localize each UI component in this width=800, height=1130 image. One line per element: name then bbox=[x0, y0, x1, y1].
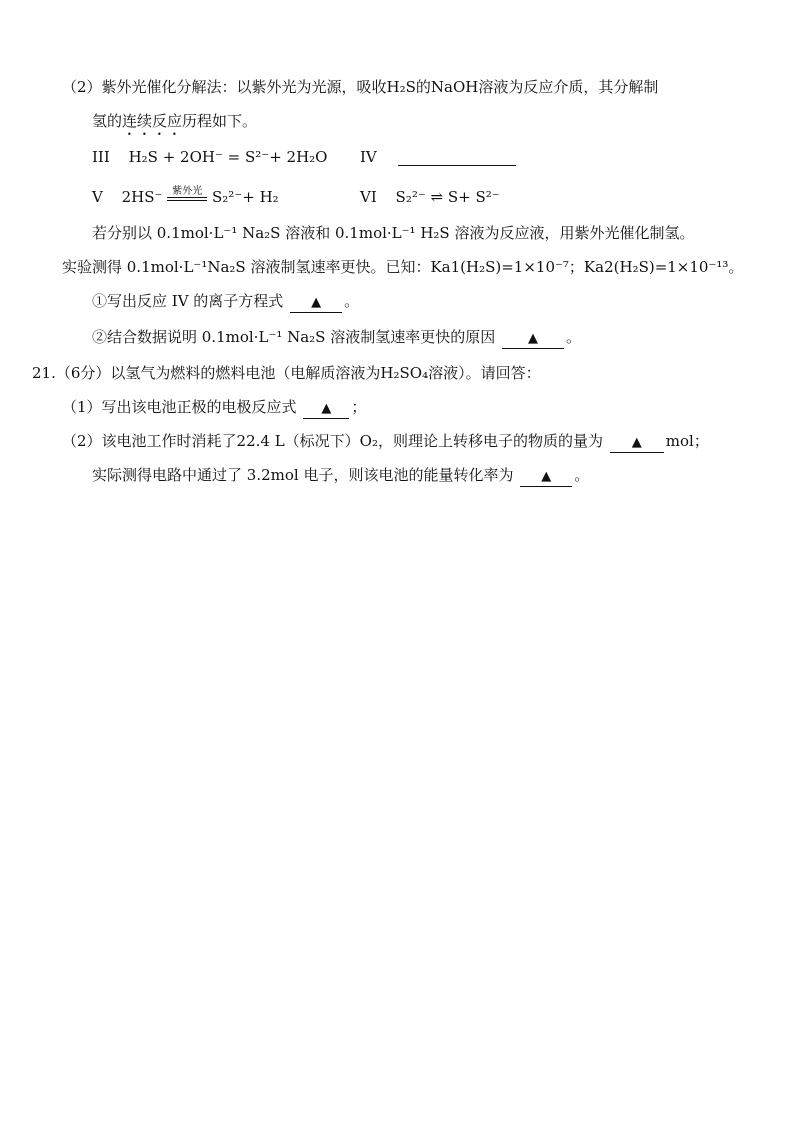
reaction-v-label: V bbox=[92, 188, 103, 206]
reaction-vi-equation: S₂²⁻ ⇌ S+ S²⁻ bbox=[395, 188, 500, 206]
reaction-v-left: 2HS⁻ bbox=[121, 188, 163, 206]
reaction-vi bbox=[360, 186, 500, 208]
question-2-end: 。 bbox=[566, 328, 582, 346]
reaction-v-right: S₂²⁻+ H₂ bbox=[212, 188, 279, 206]
uv-arrow bbox=[167, 186, 207, 201]
part2-intro-line2 bbox=[92, 110, 257, 139]
q21-part1-text: （1）写出该电池正极的电极反应式 bbox=[62, 398, 297, 416]
question-1 bbox=[92, 290, 359, 313]
q21-part2-text: （2）该电池工作时消耗了22.4 L（标况下）O₂，则理论上转移电子的物质的量为 bbox=[62, 432, 603, 450]
reaction-iii-equation: H₂S + 2OH⁻ = S²⁻+ 2H₂O bbox=[128, 148, 328, 166]
question-21-part1 bbox=[62, 396, 366, 419]
intro-pre: 氢的 bbox=[92, 112, 123, 130]
part2-intro-line1 bbox=[62, 76, 658, 98]
q21-part1-end: ； bbox=[351, 398, 367, 416]
answer-blank-5[interactable] bbox=[520, 466, 572, 487]
reaction-iii-label: III bbox=[92, 148, 110, 166]
answer-blank-1[interactable] bbox=[290, 292, 342, 313]
uv-arrow-label: 紫外光 bbox=[172, 186, 203, 197]
answer-triangle-icon: ▲ bbox=[631, 435, 642, 450]
question-1-text: ①写出反应 IV 的离子方程式 bbox=[92, 292, 284, 310]
reaction-iv bbox=[360, 146, 516, 168]
question-2-text: ②结合数据说明 0.1mol·L⁻¹ Na₂S 溶液制氢速率更快的原因 bbox=[92, 328, 496, 346]
q21-part2-unit: mol； bbox=[665, 432, 709, 450]
reaction-iv-blank[interactable] bbox=[398, 151, 516, 166]
answer-blank-4[interactable] bbox=[610, 432, 664, 453]
question-21-header bbox=[32, 362, 541, 384]
q21-part3-text: 实际测得电路中通过了 3.2mol 电子，则该电池的能量转化率为 bbox=[92, 466, 514, 484]
condition-line1 bbox=[92, 222, 694, 244]
answer-blank-2[interactable] bbox=[502, 328, 564, 349]
question-21-part2 bbox=[62, 430, 709, 453]
condition-line2 bbox=[62, 256, 743, 278]
reaction-vi-label: VI bbox=[360, 188, 377, 206]
question-21-title: 21.（6分）以氢气为燃料的燃料电池（电解质溶液为H₂SO₄溶液）。请回答： bbox=[32, 364, 541, 382]
question-1-end: 。 bbox=[344, 292, 360, 310]
condition-text-1: 若分别以 0.1mol·L⁻¹ Na₂S 溶液和 0.1mol·L⁻¹ H₂S 溶液为反应液，用紫外光催化制氢。 bbox=[92, 224, 695, 242]
reaction-v bbox=[92, 186, 279, 208]
question-2 bbox=[92, 326, 581, 349]
part2-intro-text: （2）紫外光催化分解法：以紫外光为光源，吸收H₂S的NaOH溶液为反应介质，其分解制 bbox=[62, 78, 659, 96]
answer-blank-3[interactable] bbox=[303, 398, 349, 419]
reaction-iv-label: IV bbox=[360, 148, 377, 166]
q21-part3-end: 。 bbox=[574, 466, 590, 484]
question-21-part3 bbox=[92, 464, 589, 487]
answer-triangle-icon: ▲ bbox=[311, 295, 322, 310]
answer-triangle-icon: ▲ bbox=[541, 469, 552, 484]
answer-triangle-icon: ▲ bbox=[528, 331, 539, 346]
intro-post: 历程如下。 bbox=[182, 112, 258, 130]
answer-triangle-icon: ▲ bbox=[321, 401, 332, 416]
reaction-iii bbox=[92, 146, 327, 168]
intro-emphasis: 连续反应 bbox=[122, 112, 183, 130]
condition-text-2: 实验测得 0.1mol·L⁻¹Na₂S 溶液制氢速率更快。已知：Ka1(H₂S)=1×10⁻⁷；Ka2(H₂S)=1×10⁻¹³。 bbox=[62, 258, 744, 276]
